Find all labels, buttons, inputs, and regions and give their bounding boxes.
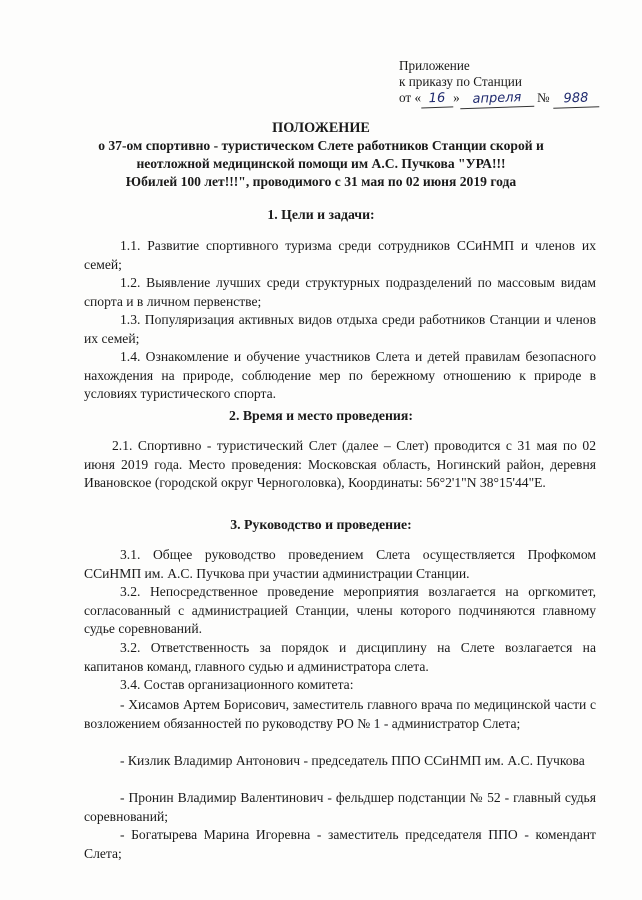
- section-3-item-2: 3.2. Непосредственное проведение мероприятия возлагается на оргкомитет, согласованный с администрацией Станции, члены которого подчиняются главному судье соревнований.: [84, 584, 596, 637]
- section-1-heading: 1. Цели и задачи:: [267, 207, 375, 222]
- annex-line-2: к приказу по Станции: [399, 74, 522, 89]
- handwritten-month: апреля: [459, 90, 534, 110]
- section-3-item-4: 3.4. Состав организационного комитета:: [120, 677, 354, 692]
- handwritten-number: 988: [553, 90, 600, 109]
- annex-number-label: №: [536, 90, 550, 105]
- title-line-2: неотложной медицинской помощи им А.С. Пучкова "УРА!!!: [136, 156, 506, 171]
- section-3-item-1: 3.1. Общее руководство проведением Слета осуществляется Профкомом ССиНМП им. А.С. Пучкова при участии администрации Станции.: [84, 547, 596, 581]
- section-2-heading: 2. Время и место проведения:: [229, 408, 413, 423]
- annex-line-3: [399, 90, 599, 108]
- document-title: [60, 119, 582, 191]
- section-1-item-1: 1.1. Развитие спортивного туризма среди сотрудников ССиНМП и членов их семей;: [84, 238, 596, 272]
- annex-date-mid: »: [453, 90, 460, 105]
- committee-member-1: - Хисамов Артем Борисович, заместитель главного врача по медицинской части с возложением обязанностей по руководству РО № 1 - администратор Слета;: [84, 697, 596, 731]
- committee-member-2: - Кизлик Владимир Антонович - председатель ППО ССиНМП им. А.С. Пучкова: [120, 753, 585, 768]
- section-1-item-4: 1.4. Ознакомление и обучение участников Слета и детей правилам безопасного нахождения на природе, соблюдение мер по бережному отношению к природе в условиях туристического спорта.: [84, 349, 596, 402]
- annex-line-1: Приложение: [399, 58, 470, 73]
- section-1-item-2: 1.2. Выявление лучших среди структурных подразделений по массовым видам спорта и в личном первенстве;: [84, 275, 596, 309]
- annex-date-prefix: от «: [399, 90, 422, 105]
- handwritten-day: 16: [421, 90, 454, 108]
- section-2-item-1: 2.1. Спортивно - туристический Слет (далее – Слет) проводится с 31 мая по 02 июня 2019 года. Место проведения: Московская область, Ногинский район, деревня Ивановское (городской округ Черноголовка), Координаты: 56°2'1"N 38°15'44"E.: [84, 438, 596, 491]
- title-line-1: о 37-ом спортивно - туристическом Слете работников Станции скорой и: [98, 138, 544, 153]
- committee-member-3: - Пронин Владимир Валентинович - фельдшер подстанции № 52 - главный судья соревнований;: [84, 790, 596, 824]
- committee-member-4: - Богатырева Марина Игоревна - заместитель председателя ППО - комендант Слета;: [84, 827, 596, 861]
- title-main: ПОЛОЖЕНИЕ: [272, 120, 370, 136]
- annex-block: [399, 58, 599, 108]
- section-1-item-3: 1.3. Популяризация активных видов отдыха среди работников Станции и членов их семей;: [84, 312, 596, 346]
- title-line-3: Юбилей 100 лет!!!", проводимого с 31 мая по 02 июня 2019 года: [125, 174, 517, 189]
- section-3-heading: 3. Руководство и проведение:: [230, 517, 412, 532]
- section-3-item-3: 3.2. Ответственность за порядок и дисциплину на Слете возлагается на капитанов команд, главного судью и администратора слета.: [84, 640, 596, 674]
